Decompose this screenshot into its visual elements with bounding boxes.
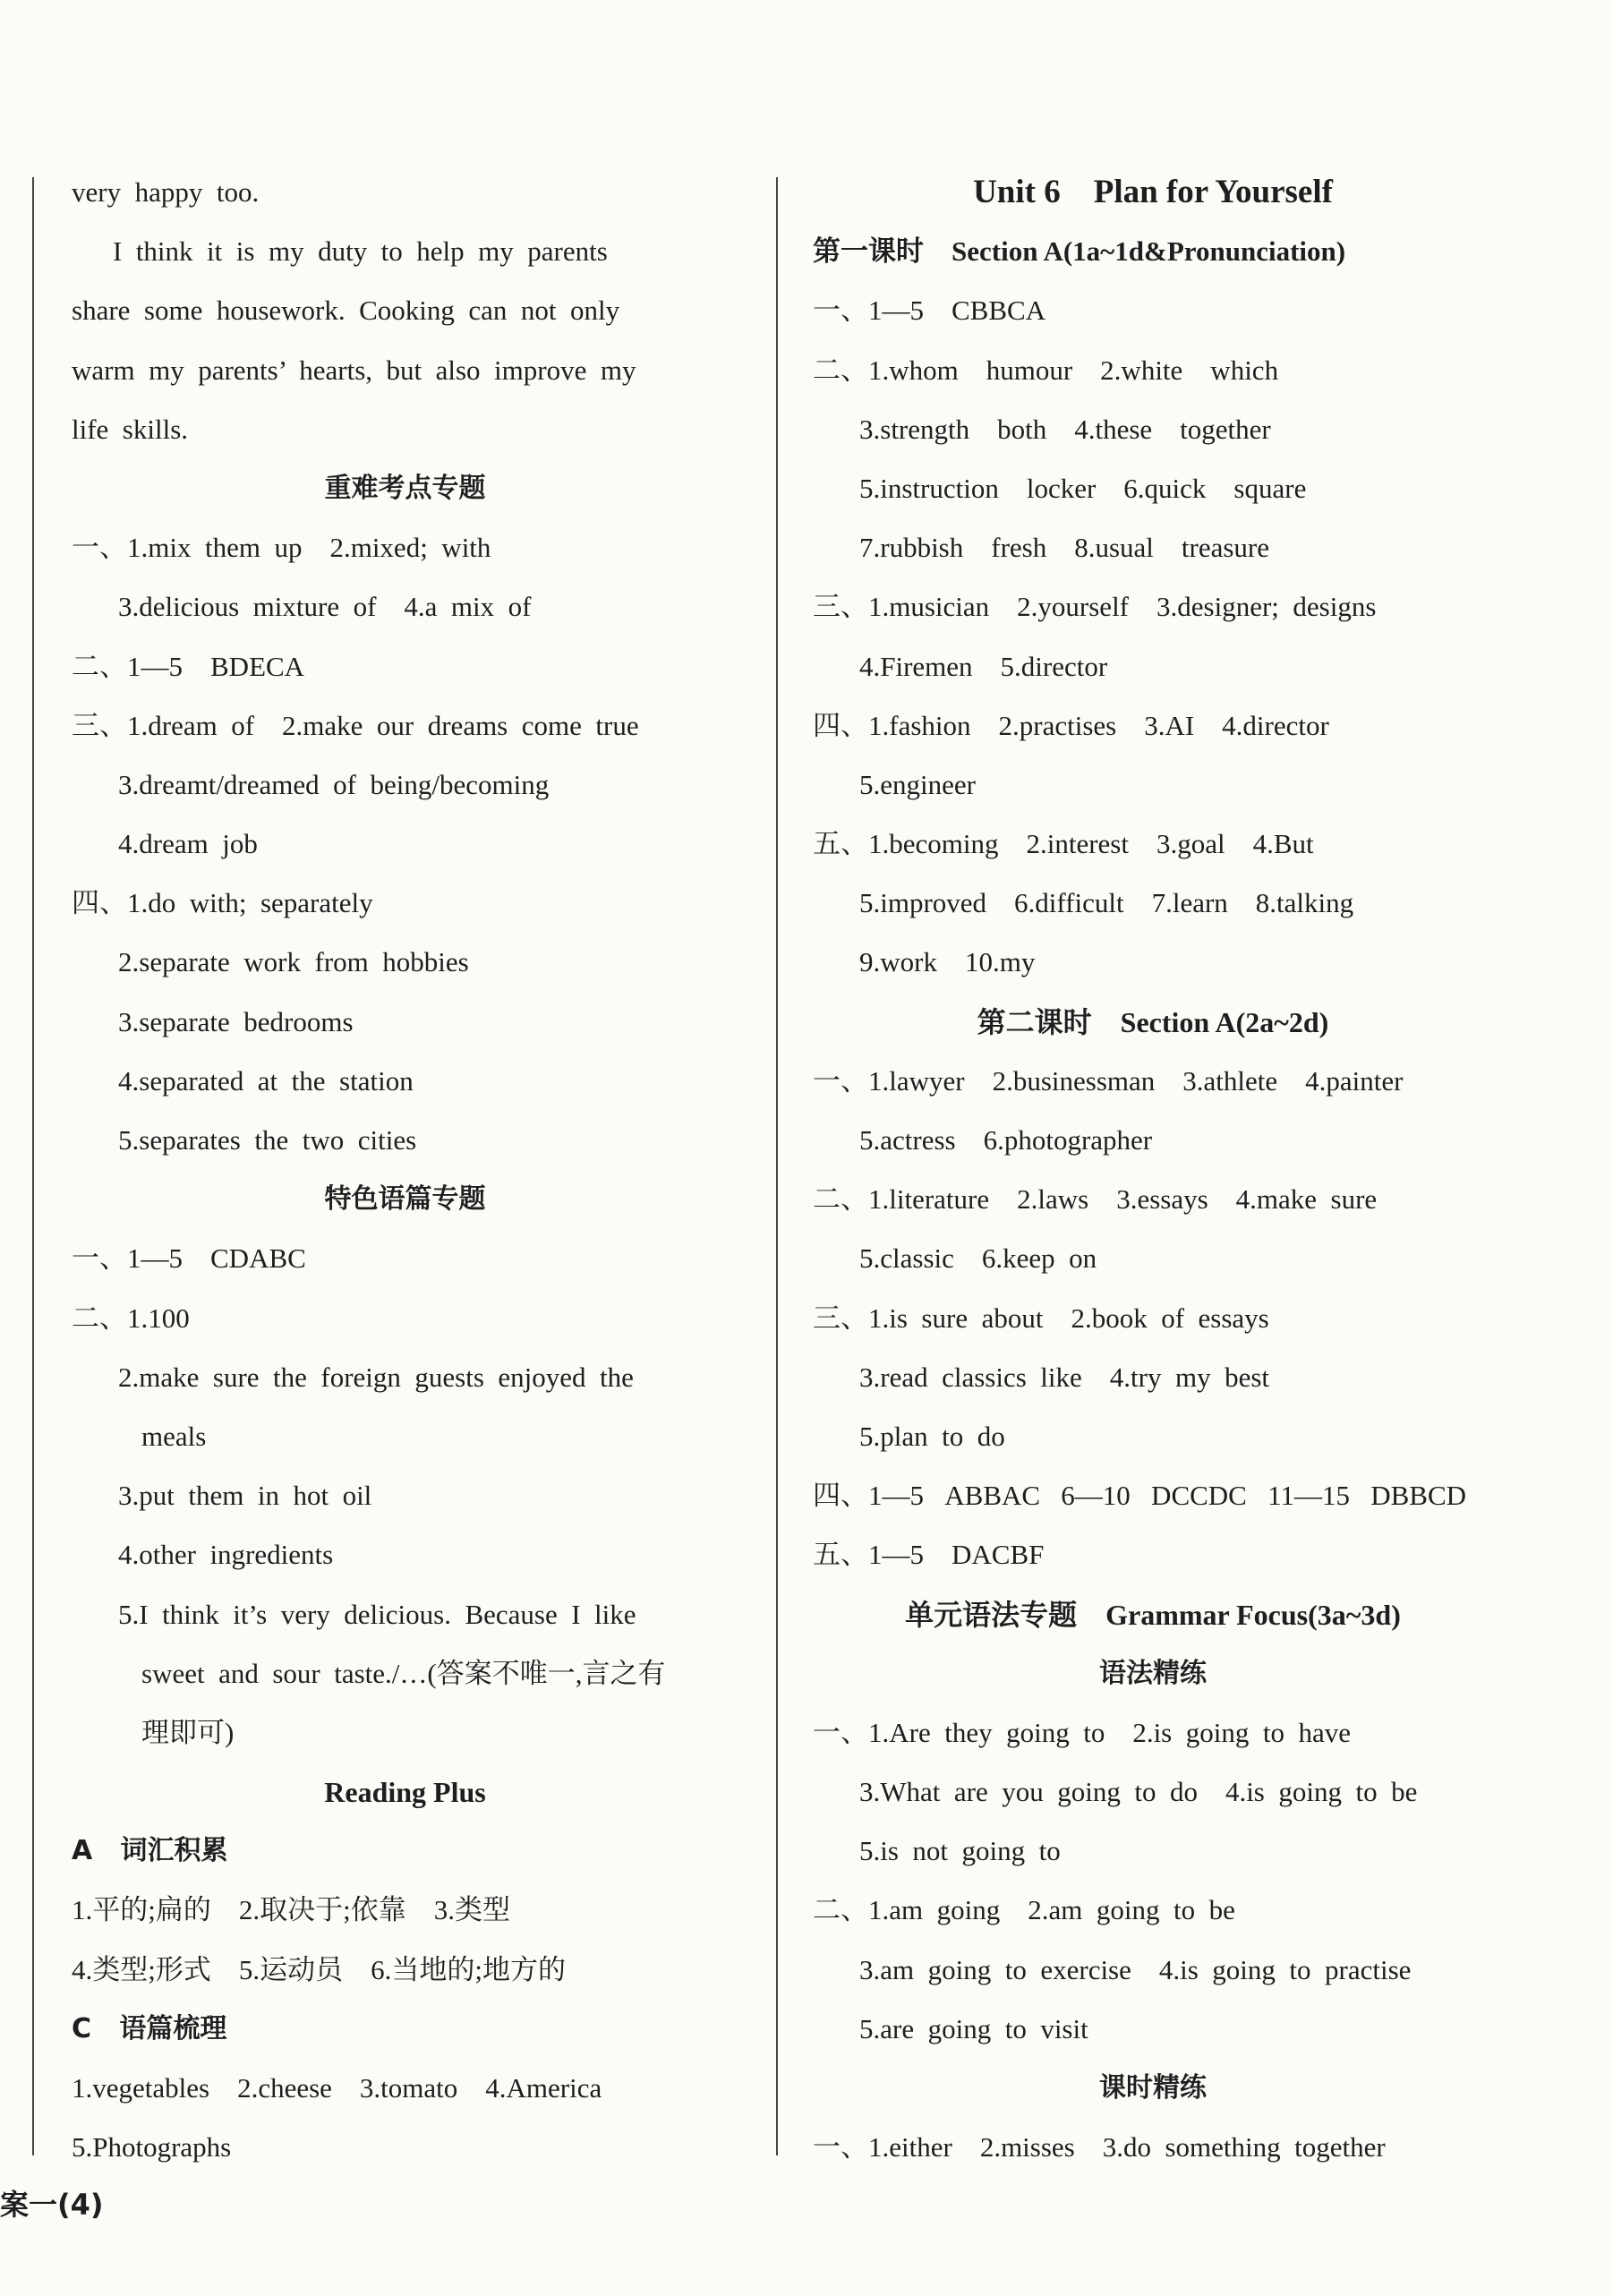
answer-line: 一、1.Are they going to 2.is going to have [813, 1716, 1351, 1748]
answer-line: 三、1.musician 2.yourself 3.designer; designs [813, 591, 1377, 623]
answer-line: 5.are going to visit [859, 2012, 1088, 2044]
answer-line: 理即可) [141, 1716, 235, 1748]
text-line: very happy too. [72, 176, 260, 208]
answer-line: 5.actress 6.photographer [859, 1124, 1153, 1156]
answer-line: 二、1.whom humour 2.white which [813, 354, 1279, 386]
lesson-title: 第二课时 Section A(2a~2d) [977, 1005, 1329, 1038]
text-line: life skills. [72, 413, 189, 445]
answer-line: 一、1.either 2.misses 3.do something together [813, 2131, 1386, 2164]
answer-line: 4.dream job [118, 828, 258, 860]
section-heading: Reading Plus [324, 1776, 486, 1809]
answer-line: 7.rubbish fresh 8.usual treasure [859, 532, 1270, 564]
answer-line: 3.put them in hot oil [118, 1480, 372, 1512]
answer-line: 2.separate work from hobbies [118, 946, 469, 978]
answer-line: 一、1—5 CBBCA [813, 294, 1046, 327]
answer-line: 5.classic 6.keep on [859, 1242, 1097, 1275]
answer-line: sweet and sour taste./…(答案不唯一,言之有 [141, 1657, 666, 1689]
section-heading: 课时精练 [1099, 2072, 1207, 2104]
answer-line: 5.I think it’s very delicious. Because I like [118, 1598, 636, 1630]
answer-line: 5.separates the two cities [118, 1124, 417, 1156]
answer-line: 1.vegetables 2.cheese 3.tomato 4.America [72, 2072, 602, 2104]
lesson-title: 第一课时 Section A(1a~1d&Pronunciation) [813, 235, 1346, 268]
answer-line: 一、1.lawyer 2.businessman 3.athlete 4.painter [813, 1064, 1404, 1097]
subsection-heading: A 词汇积累 [72, 1835, 228, 1867]
answer-line: 5.plan to do [859, 1420, 1005, 1452]
left-column [72, 163, 738, 2177]
answer-line: 5.is not going to [859, 1835, 1061, 1867]
page-number: 案一(4) [0, 2188, 104, 2222]
answer-line: 3.strength both 4.these together [859, 413, 1271, 445]
answer-line: meals [141, 1420, 207, 1452]
section-heading: 语法精练 [1099, 1657, 1207, 1689]
answer-line: 四、1.fashion 2.practises 3.AI 4.director [813, 709, 1329, 741]
text-line: share some housework. Cooking can not only [72, 294, 620, 327]
section-heading: 重难考点专题 [324, 472, 486, 504]
unit-title: Unit 6 Plan for Yourself [973, 174, 1333, 210]
answer-line: 1.平的;扁的 2.取决于;依靠 3.类型 [72, 1894, 510, 1926]
section-heading: 特色语篇专题 [324, 1183, 486, 1216]
text-line: I think it is my duty to help my parents [113, 235, 608, 268]
answer-line: 五、1—5 DACBF [813, 1539, 1045, 1571]
answer-line: 5.improved 6.difficult 7.learn 8.talking [859, 887, 1354, 919]
answer-line: 5.engineer [859, 768, 976, 800]
right-column [813, 163, 1493, 2177]
answer-line: 四、1.do with; separately [72, 887, 373, 919]
answer-line: 4.Firemen 5.director [859, 650, 1108, 682]
answer-line: 9.work 10.my [859, 946, 1036, 978]
subsection-heading: C 语篇梳理 [72, 2012, 227, 2044]
answer-line: 四、1—5 ABBAC 6—10 DCCDC 11—15 DBBCD [813, 1480, 1467, 1512]
answer-line: 3.What are you going to do 4.is going to be [859, 1776, 1418, 1808]
answer-line: 4.类型;形式 5.运动员 6.当地的;地方的 [72, 1953, 566, 1985]
answer-line: 5.instruction locker 6.quick square [859, 472, 1307, 504]
answer-line: 3.delicious mixture of 4.a mix of [118, 591, 532, 623]
answer-line: 一、1.mix them up 2.mixed; with [72, 532, 491, 564]
answer-line: 五、1.becoming 2.interest 3.goal 4.But [813, 828, 1314, 860]
answer-line: 二、1—5 BDECA [72, 650, 305, 682]
column-divider [776, 177, 778, 2155]
answer-line: 3.am going to exercise 4.is going to practise [859, 1953, 1412, 1985]
lesson-title: 单元语法专题 Grammar Focus(3a~3d) [905, 1598, 1401, 1631]
answer-line: 3.separate bedrooms [118, 1005, 354, 1037]
answer-line: 一、1—5 CDABC [72, 1242, 306, 1275]
text-line: warm my parents’ hearts, but also improve my [72, 354, 636, 386]
answer-line: 4.other ingredients [118, 1539, 334, 1571]
left-margin-rule [32, 177, 34, 2155]
answer-line: 3.dreamt/dreamed of being/becoming [118, 768, 550, 800]
answer-line: 三、1.is sure about 2.book of essays [813, 1302, 1269, 1334]
answer-line: 二、1.literature 2.laws 3.essays 4.make sure [813, 1183, 1378, 1216]
answer-line: 2.make sure the foreign guests enjoyed the [118, 1361, 634, 1393]
answer-line: 二、1.100 [72, 1302, 190, 1334]
answer-line: 三、1.dream of 2.make our dreams come true [72, 709, 639, 741]
answer-line: 4.separated at the station [118, 1064, 414, 1097]
answer-line: 5.Photographs [72, 2131, 232, 2164]
answer-line: 二、1.am going 2.am going to be [813, 1894, 1235, 1926]
answer-line: 3.read classics like 4.try my best [859, 1361, 1270, 1393]
